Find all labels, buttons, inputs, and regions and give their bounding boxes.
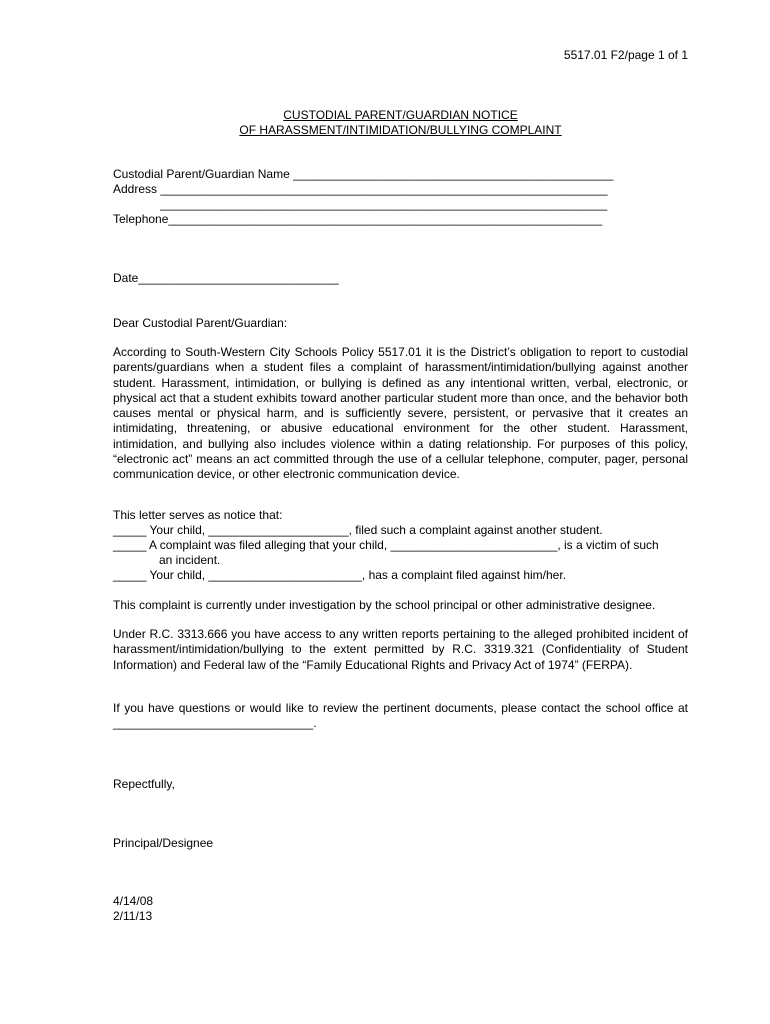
date-field[interactable]: Date______________________________ (113, 271, 339, 285)
records-access-paragraph: Under R.C. 3313.666 you have access to any written reports pertaining to the alleged prohibited incident of harassment/intimidation/bullying to the extent permitted by R.C. 3319.321 (Confidentiality of Student Information) and Federal law of the “Family Educational Rights and Privacy Act of 1974” (FERPA). (113, 627, 688, 672)
salutation: Dear Custodial Parent/Guardian: (113, 316, 288, 330)
policy-paragraph: According to South-Western City Schools Policy 5517.01 it is the District’s obligation to report to custodial parents/guardians when a student files a complaint of harassment/intimidation/bullying against another student. Harassment, intimidation, or bullying is defined as any intentional written, verbal, electronic, or physical act that a student exhibits toward another particular student more than once, and the behavior both causes mental or physical harm, and is sufficiently severe, persistent, or pervasive that it creates an intimidating, threatening, or abusive educational environment for the other student. Harassment, intimidation, and bullying also includes violence within a dating relationship. For purposes of this policy, “electronic act” means an act committed through the use of a cellular telephone, computer, pager, personal communication device, or other electronic communication device. (113, 345, 688, 482)
document-title-line-2: OF HARASSMENT/INTIMIDATION/BULLYING COMPLAINT (239, 123, 562, 137)
option-victim-continued: an incident. (159, 553, 221, 567)
revision-date-2: 2/11/13 (113, 909, 153, 923)
guardian-name-field[interactable]: Custodial Parent/Guardian Name ________________________________________________ (113, 167, 614, 181)
option-filed-complaint: _____ Your child, _____________________, filed such a complaint against another student. (113, 523, 603, 537)
questions-paragraph: If you have questions or would like to review the pertinent documents, please contact the school office at ______________________________. (113, 701, 688, 731)
option-complaint-against: _____ Your child, _______________________, has a complaint filed against him/her. (113, 568, 567, 582)
closing: Repectfully, (113, 777, 175, 791)
address-field[interactable]: Address ___________________________________________________________________ (113, 182, 608, 196)
revision-date-1: 4/14/08 (113, 894, 154, 908)
telephone-field[interactable]: Telephone_________________________________________________________________ (113, 212, 603, 226)
address-continuation-field[interactable]: ___________________________________________________________________ (160, 197, 608, 211)
signature-label: Principal/Designee (113, 836, 214, 850)
option-victim: _____ A complaint was filed alleging that your child, _________________________, is a victim of such (113, 538, 659, 552)
investigation-statement: This complaint is currently under investigation by the school principal or other administrative designee. (113, 598, 656, 612)
notice-intro: This letter serves as notice that: (113, 508, 283, 522)
page-reference: 5517.01 F2/page 1 of 1 (563, 48, 688, 62)
document-title-line-1: CUSTODIAL PARENT/GUARDIAN NOTICE (283, 108, 518, 122)
